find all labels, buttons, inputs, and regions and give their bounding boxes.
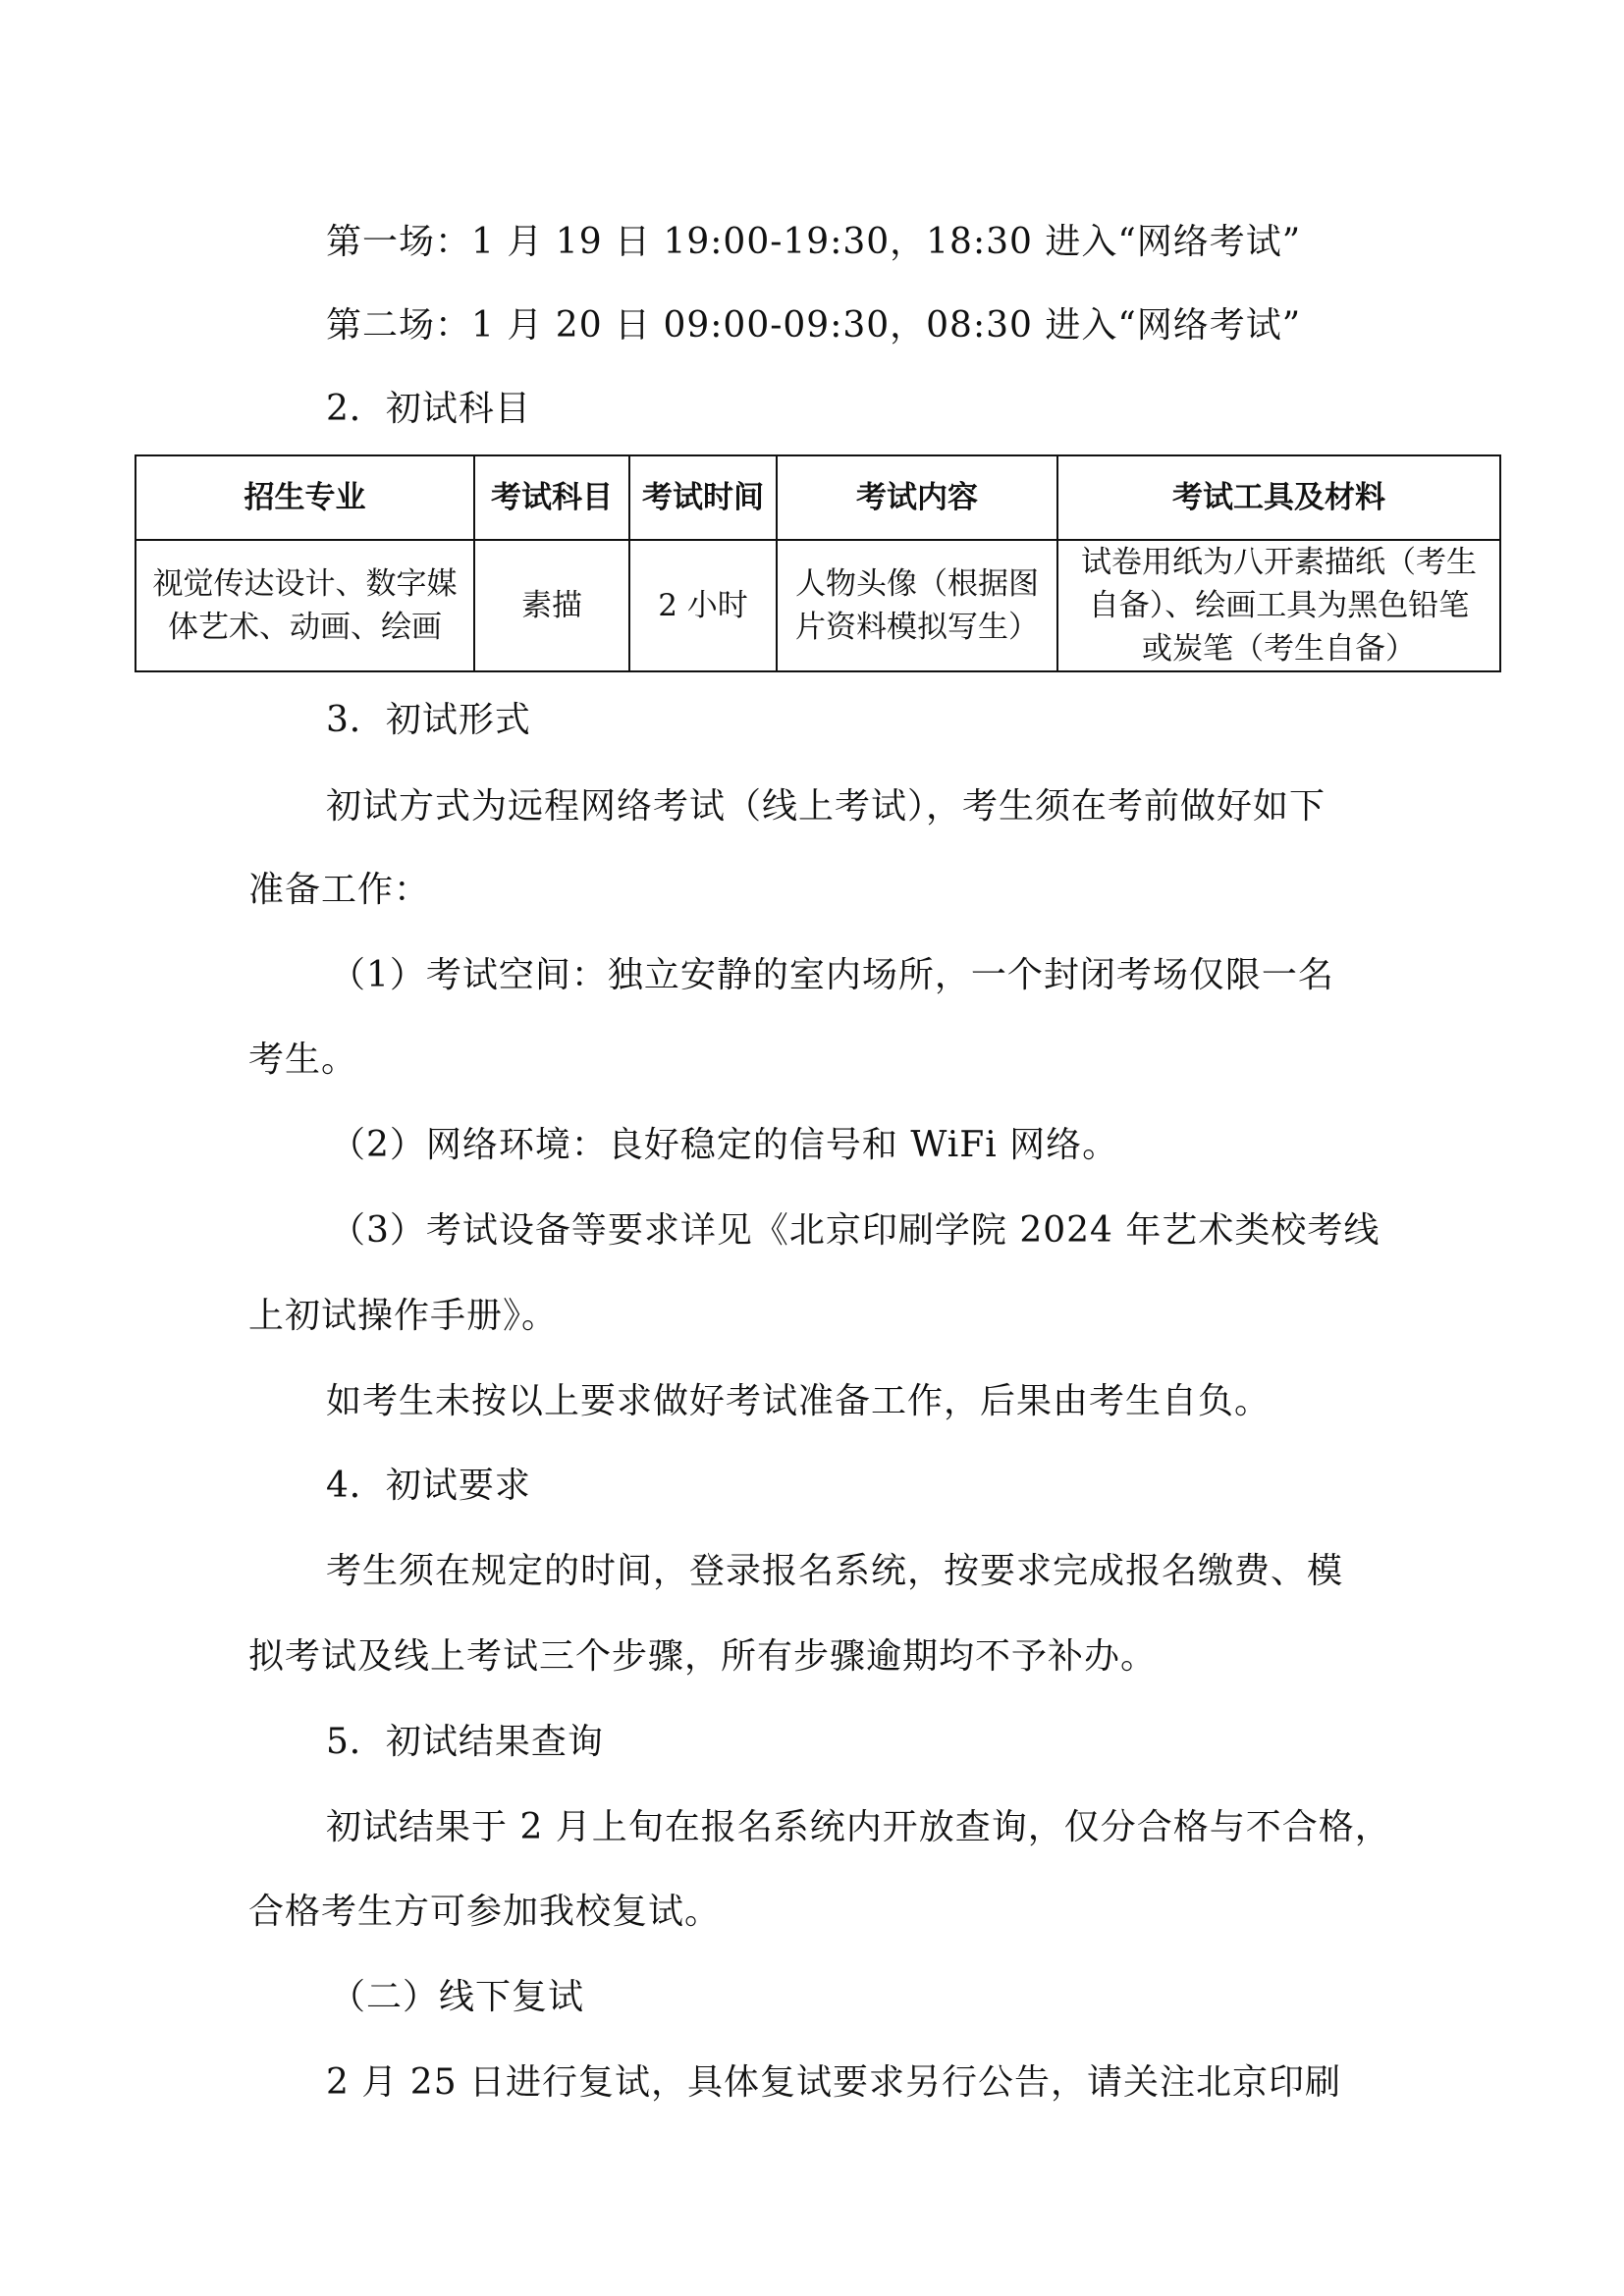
- cell-tools-line-2: 自备）、绘画工具为黑色铅笔: [1088, 588, 1470, 623]
- heading-results: 5．初试结果查询: [326, 1722, 604, 1762]
- requirements-line-2: 拟考试及线上考试三个步骤，所有步骤逾期均不予补办。: [248, 1636, 1158, 1677]
- header-tools: 考试工具及材料: [1057, 455, 1500, 540]
- header-content: 考试内容: [777, 455, 1057, 540]
- cell-duration: 2 小时: [629, 540, 777, 671]
- table-header-row: [135, 455, 1500, 540]
- cell-content: [777, 540, 1057, 671]
- heading-subjects: 2．初试科目: [326, 389, 531, 429]
- requirements-line-1: 考生须在规定的时间，登录报名系统，按要求完成报名缴费、模: [326, 1551, 1344, 1591]
- cell-tools-line-1: 试卷用纸为八开素描纸（考生: [1081, 545, 1477, 580]
- cell-tools: [1057, 540, 1500, 671]
- retest-line-1: 2 月 25 日进行复试，具体复试要求另行公告，请关注北京印刷: [326, 2062, 1342, 2103]
- device-requirement-line-1: （3）考试设备等要求详见《北京印刷学院 2024 年艺术类校考线: [330, 1210, 1380, 1251]
- results-line-2: 合格考生方可参加我校复试。: [248, 1892, 722, 1932]
- session-2-text: 第二场：1 月 20 日 09:00-09:30，08:30 进入“网络考试”: [326, 305, 1302, 346]
- header-duration: 考试时间: [629, 455, 777, 540]
- responsibility-note: 如考生未按以上要求做好考试准备工作，后果由考生自负。: [326, 1381, 1272, 1421]
- form-paragraph-line-1: 初试方式为远程网络考试（线上考试），考生须在考前做好如下: [326, 786, 1326, 827]
- space-requirement-line-1: （1）考试空间：独立安静的室内场所，一个封闭考场仅限一名: [330, 955, 1334, 995]
- network-requirement: （2）网络环境：良好稳定的信号和 WiFi 网络。: [330, 1125, 1119, 1165]
- cell-subject: 素描: [474, 540, 629, 671]
- results-line-1: 初试结果于 2 月上旬在报名系统内开放查询，仅分合格与不合格，: [326, 1807, 1391, 1847]
- heading-requirements: 4．初试要求: [326, 1466, 531, 1506]
- exam-subjects-table: [135, 454, 1501, 672]
- cell-major: [135, 540, 474, 671]
- form-paragraph-line-2: 准备工作：: [248, 870, 431, 910]
- cell-content-line-2: 片资料模拟写生）: [795, 610, 1039, 645]
- heading-offline-retest: （二）线下复试: [330, 1977, 585, 2017]
- session-1-text: 第一场：1 月 19 日 19:00-19:30，18:30 进入“网络考试”: [326, 222, 1302, 262]
- header-major: 招生专业: [135, 455, 474, 540]
- cell-major-line-1: 视觉传达设计、数字媒: [152, 566, 458, 602]
- header-subject: 考试科目: [474, 455, 629, 540]
- space-requirement-line-2: 考生。: [248, 1040, 358, 1080]
- cell-tools-line-3: 或炭笔（考生自备）: [1142, 631, 1416, 667]
- heading-form: 3．初试形式: [326, 700, 531, 740]
- cell-content-line-1: 人物头像（根据图: [795, 566, 1039, 602]
- device-requirement-line-2: 上初试操作手册》。: [248, 1296, 559, 1336]
- table-row: [135, 540, 1500, 671]
- cell-major-line-2: 体艺术、动画、绘画: [168, 610, 442, 645]
